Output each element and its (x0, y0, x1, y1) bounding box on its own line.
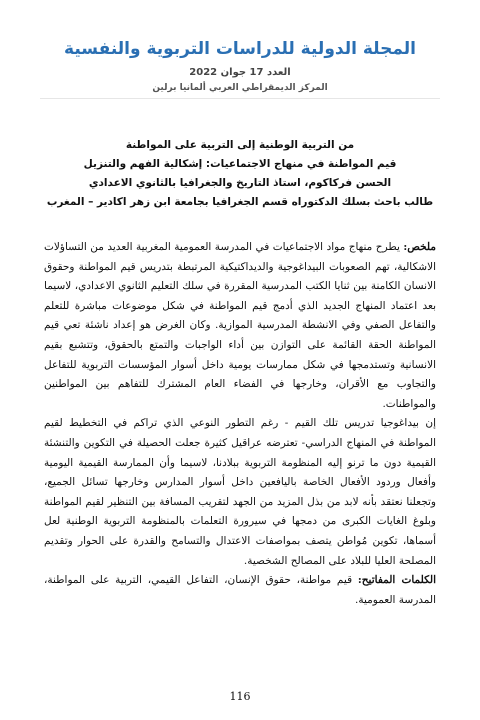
publisher-line: المركز الديمقراطي العربي ألمانيا برلين (152, 83, 328, 93)
article-heading (30, 136, 450, 212)
abstract-label: ملخص: (403, 241, 436, 253)
article-title-line1: من التربية الوطنية إلى التربية على المواطنة (125, 139, 355, 151)
abstract-paragraph-2: إن بيداغوجيا تدريس تلك القيم - رغم التطور النوعي الذي تراكم في التخطيط لقيم المواطنة في المنهاج الدراسي- تعترضه عراقيل كثيرة جعلت الحصيلة في التكوين والتنشئة القيمية دون ما ترنو إليه المنظومة التربوية ببلادنا، لاسيما وأن الممارسة القيمية اليومية وأفعال وردود الأفعال الخاصة باليافعين داخل أسوار المدارس وخارجها تسائل الجميع، وتجعلنا نعتقد بأنه لابد من بذل المزيد من الجهد لتقريب المسافة بين التنظير لقيم المواطنة وبلوغ الغايات الكبرى من دمجها في سيرورة التعلمات بالمنظومة التربوية الوطنية لعل أسماها، تكوين مُواطن يتصف بمواصفات الاعتدال والتسامح والقدرة على الحوار وتقديم المصلحة العليا للبلاد على المصالح الشخصية. (44, 417, 436, 567)
keywords-label: الكلمات المفاتيح: (357, 574, 436, 587)
article-body (44, 238, 436, 610)
abstract-text: يطرح منهاج مواد الاجتماعيات في المدرسة العمومية المغربية العديد من التساؤلات الاشكالية، تهم الصعوبات البيداغوجية والديداكتيكية المرتبطة بتدريس قيم المواطنة وحقوق الانسان الكامنة بين ثنايا الكتب المدرسية المقررة في سلك التعليم الثانوي الاعدادي، لاسيما بعد اعتماد المنهاج الجديد الذي أدمج قيم المواطنة في شكل موضوعات مباشرة للتعلم والتفاعل الصفي وفي الانشطة المدرسية الموازية. وكان الغرض هو إعداد ناشئة تعي قيم المواطنة الحقة القائمة على التوازن بين أداء الواجبات والتمتع بالحقوق، وتتشبع بقيم الانسانية وتستدمجها في شكل ممارسات يومية داخل أسوار المؤسسات التربوية للتفاعل والتجاوب مع الأقران، وخارجها في الفضاء العام المشترك للتفاهم بين المواطنين والمواطنات. (44, 241, 436, 410)
journal-title: المجلة الدولية للدراسات التربوية والنفسية (64, 39, 416, 59)
issue-line: العدد 17 جوان 2022 (189, 67, 291, 78)
keywords-paragraph (44, 571, 436, 610)
page-number: 116 (229, 690, 251, 703)
author-line: الحسن فركاكوم، استاذ التاريخ والجغرافيا بالثانوي الاعدادي (88, 177, 392, 189)
abstract-paragraph (44, 238, 436, 414)
header-divider (40, 98, 440, 99)
article-title-line2: قيم المواطنة في منهاج الاجتماعيات: إشكالية الفهم والتنزيل (83, 158, 397, 170)
keywords-text: قيم مواطنة، حقوق الإنسان، التفاعل القيمي، التربية على المواطنة، المدرسة العمومية. (44, 574, 436, 606)
affiliation-line: طالب باحث بسلك الدكتوراه قسم الجغرافيا بجامعة ابن زهر اكادير – المغرب (46, 196, 434, 208)
